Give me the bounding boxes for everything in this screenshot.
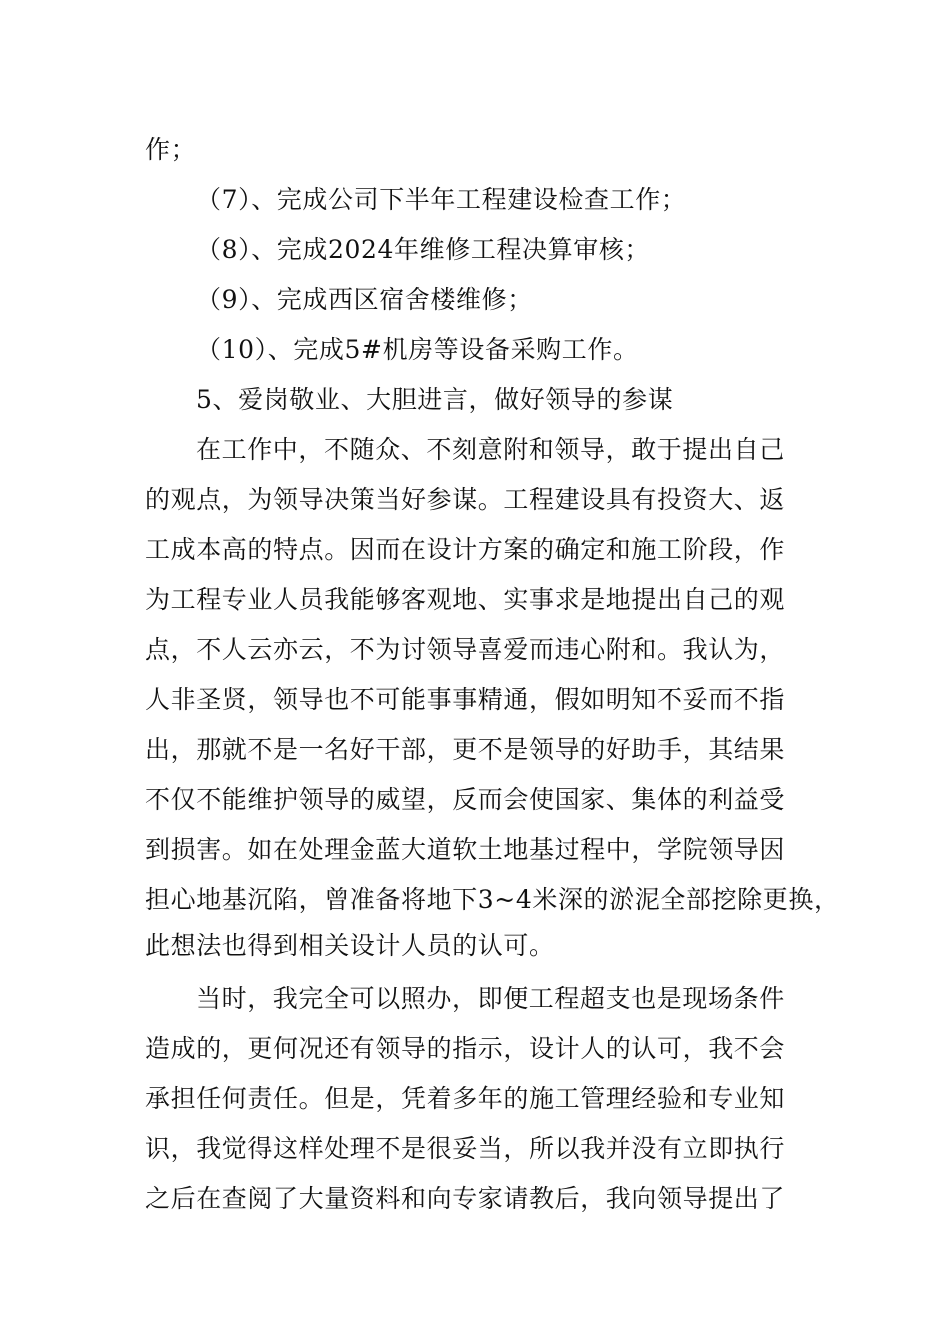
- paragraph-line: 为工程专业人员我能够客观地、实事求是地提出自己的观: [145, 585, 786, 614]
- list-item-10: （10）、完成5#机房等设备采购工作。: [196, 335, 639, 364]
- paragraph-line: 出，那就不是一名好干部，更不是领导的好助手，其结果: [145, 735, 786, 764]
- section-heading: 5、爱岗敬业、大胆进言，做好领导的参谋: [196, 385, 674, 414]
- paragraph-line: 在工作中，不随众、不刻意附和领导，敢于提出自己: [196, 435, 785, 464]
- paragraph-line: 当时，我完全可以照办，即便工程超支也是现场条件: [196, 984, 785, 1013]
- paragraph-line: 点，不人云亦云，不为讨领导喜爱而违心附和。我认为，: [145, 635, 786, 664]
- list-item-9: （9）、完成西区宿舍楼维修；: [196, 285, 533, 314]
- list-item-7: （7）、完成公司下半年工程建设检查工作；: [196, 185, 687, 214]
- paragraph-line: 人非圣贤，领导也不可能事事精通，假如明知不妥而不指: [145, 685, 786, 714]
- paragraph-line: 此想法也得到相关设计人员的认可。: [145, 931, 555, 960]
- paragraph-line: 到损害。如在处理金蓝大道软土地基过程中，学院领导因: [145, 835, 786, 864]
- paragraph-line: 不仅不能维护领导的威望，反而会使国家、集体的利益受: [145, 785, 786, 814]
- paragraph-line: 之后在查阅了大量资料和向专家请教后，我向领导提出了: [145, 1184, 786, 1213]
- paragraph-line: 承担任何责任。但是，凭着多年的施工管理经验和专业知: [145, 1084, 786, 1113]
- paragraph-line: 的观点，为领导决策当好参谋。工程建设具有投资大、返: [145, 485, 786, 514]
- paragraph-line: 工成本高的特点。因而在设计方案的确定和施工阶段，作: [145, 535, 786, 564]
- text-line: 作；: [145, 135, 197, 164]
- paragraph-line: 造成的，更何况还有领导的指示，设计人的认可，我不会: [145, 1034, 786, 1063]
- list-item-8: （8）、完成2024年维修工程决算审核；: [196, 235, 651, 264]
- paragraph-line: 担心地基沉陷，曾准备将地下3~4米深的淤泥全部挖除更换，: [145, 885, 840, 914]
- paragraph-line: 识，我觉得这样处理不是很妥当，所以我并没有立即执行: [145, 1134, 786, 1163]
